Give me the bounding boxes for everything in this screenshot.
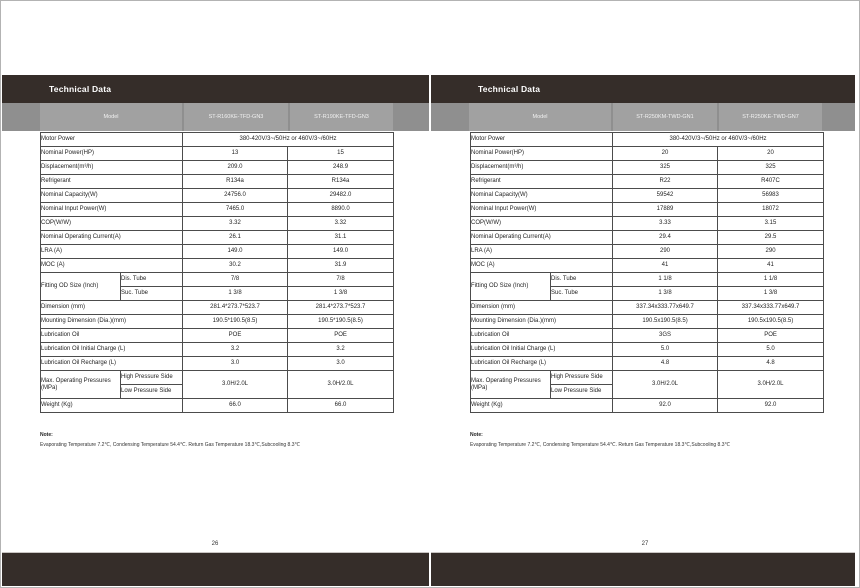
table-row — [471, 133, 824, 147]
row-sublabel: Dis. Tube — [121, 273, 183, 287]
cell-value: 8890.0 — [288, 203, 394, 217]
catalog-page-27 — [430, 0, 860, 588]
cell-value: 3GS — [613, 329, 718, 343]
row-label: Dimension (mm) — [471, 301, 613, 315]
cell-value: 15 — [288, 147, 394, 161]
cell-value: 92.0 — [718, 399, 824, 413]
row-label: Mounting Dimension (Dia.)(mm) — [471, 315, 613, 329]
row-label: Dimension (mm) — [41, 301, 183, 315]
model-name-cell: ST-R250KM-TWD-GN1 — [613, 103, 717, 131]
cell-value: 190.5*190.5(8.5) — [183, 315, 288, 329]
cell-value: 380-420V/3~/50Hz or 460V/3~/60Hz — [183, 133, 394, 147]
table-row — [41, 217, 394, 231]
table-row — [471, 175, 824, 189]
cell-value: 41 — [613, 259, 718, 273]
cell-value: 18072 — [718, 203, 824, 217]
cell-value: 337.34x333.77x649.7 — [718, 301, 824, 315]
cell-value: 3.32 — [183, 217, 288, 231]
table-row — [471, 315, 824, 329]
row-sublabel: Dis. Tube — [551, 273, 613, 287]
cell-value: POE — [183, 329, 288, 343]
cell-value: 1 3/8 — [183, 287, 288, 301]
table-row — [41, 399, 394, 413]
cell-value: 325 — [613, 161, 718, 175]
cell-value: POE — [288, 329, 394, 343]
row-label: Nominal Operating Current(A) — [41, 231, 183, 245]
row-label: COP(W/W) — [41, 217, 183, 231]
row-sublabel: High Pressure Side — [121, 371, 183, 385]
table-row — [41, 245, 394, 259]
table-row — [41, 357, 394, 371]
note-text: Evaporating Temperature 7.2℃, Condensing Temperature 54.4℃. Return Gas Temperature 18.3℃,Subcooling 8.3℃ — [470, 442, 731, 448]
model-column-label: Model — [469, 103, 611, 131]
row-label: Lubrication Oil Recharge (L) — [471, 357, 613, 371]
cell-value: 29.5 — [718, 231, 824, 245]
table-row — [471, 231, 824, 245]
cell-value: 3.0 — [288, 357, 394, 371]
section-title: Technical Data — [49, 84, 112, 94]
row-label: Fitting OD Size (Inch) — [471, 273, 551, 301]
cell-value: 290 — [613, 245, 718, 259]
table-row — [471, 357, 824, 371]
cell-value: 59542 — [613, 189, 718, 203]
footer-bar — [431, 553, 855, 586]
table-row — [471, 203, 824, 217]
table-row — [471, 329, 824, 343]
row-label: Weight (Kg) — [471, 399, 613, 413]
table-row — [471, 245, 824, 259]
table-row — [471, 371, 824, 385]
table-row — [41, 315, 394, 329]
cell-value: 149.0 — [183, 245, 288, 259]
cell-value: 3.0H/2.0L — [613, 371, 718, 399]
note-label: Note: — [470, 432, 483, 438]
cell-value: 3.2 — [288, 343, 394, 357]
cell-value: 1 3/8 — [288, 287, 394, 301]
cell-value: 7/8 — [183, 273, 288, 287]
cell-value: 3.0H/2.0L — [183, 371, 288, 399]
table-row — [471, 259, 824, 273]
table-row — [471, 147, 824, 161]
table-row — [41, 147, 394, 161]
row-label: LRA (A) — [41, 245, 183, 259]
cell-value: 190.5x190.5(8.5) — [718, 315, 824, 329]
row-label: MOC (A) — [41, 259, 183, 273]
cell-value: 3.0 — [183, 357, 288, 371]
table-row — [41, 301, 394, 315]
cell-value: 248.9 — [288, 161, 394, 175]
table-row — [471, 217, 824, 231]
table-row — [41, 371, 394, 385]
note-block — [470, 432, 835, 448]
row-label: Lubrication Oil — [471, 329, 613, 343]
row-label: Lubrication Oil Initial Charge (L) — [471, 343, 613, 357]
model-header-row — [2, 103, 429, 131]
table-row — [471, 189, 824, 203]
row-label: Refrigerant — [41, 175, 183, 189]
table-row — [471, 301, 824, 315]
row-sublabel: Suc. Tube — [121, 287, 183, 301]
section-header-bar — [2, 75, 429, 103]
row-label: Weight (Kg) — [41, 399, 183, 413]
cell-value: 3.32 — [288, 217, 394, 231]
cell-value: 17889 — [613, 203, 718, 217]
note-block — [40, 432, 405, 448]
cell-value: R134a — [183, 175, 288, 189]
table-row — [41, 133, 394, 147]
row-label: Nominal Capacity(W) — [41, 189, 183, 203]
section-title: Technical Data — [478, 84, 541, 94]
cell-value: 337.34x333.77x649.7 — [613, 301, 718, 315]
cell-value: 281.4*273.7*523.7 — [183, 301, 288, 315]
row-sublabel: Suc. Tube — [551, 287, 613, 301]
table-row — [41, 161, 394, 175]
cell-value: 56983 — [718, 189, 824, 203]
spec-table — [470, 132, 824, 413]
row-label: Motor Power — [41, 133, 183, 147]
cell-value: R22 — [613, 175, 718, 189]
table-row — [41, 203, 394, 217]
cell-value: 29482.0 — [288, 189, 394, 203]
table-row — [41, 329, 394, 343]
cell-value: 92.0 — [613, 399, 718, 413]
cell-value: 7465.0 — [183, 203, 288, 217]
row-label: Refrigerant — [471, 175, 613, 189]
row-label: Nominal Power(HP) — [471, 147, 613, 161]
cell-value: 3.15 — [718, 217, 824, 231]
page-number: 27 — [641, 541, 649, 547]
cell-value: POE — [718, 329, 824, 343]
cell-value: 30.2 — [183, 259, 288, 273]
row-label: Mounting Dimension (Dia.)(mm) — [41, 315, 183, 329]
row-label: Nominal Power(HP) — [41, 147, 183, 161]
cell-value: 290 — [718, 245, 824, 259]
model-header-row — [431, 103, 855, 131]
cell-value: 20 — [718, 147, 824, 161]
page-number: 26 — [211, 541, 219, 547]
table-row — [41, 175, 394, 189]
cell-value: 380-420V/3~/50Hz or 460V/3~/60Hz — [613, 133, 824, 147]
row-label: Displacement(m³/h) — [471, 161, 613, 175]
cell-value: 3.33 — [613, 217, 718, 231]
table-row — [471, 399, 824, 413]
row-label: Lubrication Oil Initial Charge (L) — [41, 343, 183, 357]
cell-value: 7/8 — [288, 273, 394, 287]
cell-value: 5.0 — [613, 343, 718, 357]
table-row — [471, 161, 824, 175]
spec-table — [40, 132, 394, 413]
row-label: Lubrication Oil Recharge (L) — [41, 357, 183, 371]
row-label: Nominal Input Power(W) — [41, 203, 183, 217]
cell-value: 209.0 — [183, 161, 288, 175]
cell-value: 325 — [718, 161, 824, 175]
cell-value: R407C — [718, 175, 824, 189]
table-row — [41, 189, 394, 203]
model-name-cell: ST-R160KE-TFD-GN3 — [184, 103, 288, 131]
cell-value: 29.4 — [613, 231, 718, 245]
cell-value: 1 3/8 — [718, 287, 824, 301]
cell-value: 281.4*273.7*523.7 — [288, 301, 394, 315]
cell-value: 13 — [183, 147, 288, 161]
row-label: Fitting OD Size (Inch) — [41, 273, 121, 301]
cell-value: 149.0 — [288, 245, 394, 259]
cell-value: 26.1 — [183, 231, 288, 245]
row-label: LRA (A) — [471, 245, 613, 259]
row-label: Max. Operating Pressures (MPa) — [471, 371, 551, 399]
row-label: COP(W/W) — [471, 217, 613, 231]
table-row — [41, 343, 394, 357]
section-header-bar — [431, 75, 855, 103]
row-sublabel: High Pressure Side — [551, 371, 613, 385]
table-row — [471, 343, 824, 357]
cell-value: 190.5*190.5(8.5) — [288, 315, 394, 329]
cell-value: 3.0H/2.0L — [718, 371, 824, 399]
footer-bar — [2, 553, 429, 586]
table-row — [471, 273, 824, 287]
cell-value: 66.0 — [183, 399, 288, 413]
cell-value: 1 3/8 — [613, 287, 718, 301]
row-sublabel: Low Pressure Side — [121, 385, 183, 399]
table-row — [41, 231, 394, 245]
cell-value: 1 1/8 — [613, 273, 718, 287]
cell-value: 4.8 — [718, 357, 824, 371]
note-label: Note: — [40, 432, 53, 438]
row-label: Lubrication Oil — [41, 329, 183, 343]
row-label: Nominal Operating Current(A) — [471, 231, 613, 245]
row-label: Motor Power — [471, 133, 613, 147]
table-row — [41, 259, 394, 273]
cell-value: 190.5x190.5(8.5) — [613, 315, 718, 329]
cell-value: 5.0 — [718, 343, 824, 357]
cell-value: 41 — [718, 259, 824, 273]
row-label: Max. Operating Pressures (MPa) — [41, 371, 121, 399]
row-label: Displacement(m³/h) — [41, 161, 183, 175]
cell-value: 20 — [613, 147, 718, 161]
cell-value: 4.8 — [613, 357, 718, 371]
table-row — [41, 273, 394, 287]
model-name-cell: ST-R190KE-TFD-GN3 — [290, 103, 393, 131]
cell-value: 31.1 — [288, 231, 394, 245]
model-column-label: Model — [40, 103, 182, 131]
cell-value: 31.9 — [288, 259, 394, 273]
cell-value: 24756.0 — [183, 189, 288, 203]
row-label: MOC (A) — [471, 259, 613, 273]
cell-value: 3.2 — [183, 343, 288, 357]
cell-value: 1 1/8 — [718, 273, 824, 287]
cell-value: R134a — [288, 175, 394, 189]
note-text: Evaporating Temperature 7.2℃, Condensing Temperature 54.4℃. Return Gas Temperature 18.3℃,Subcooling 8.3℃ — [40, 442, 301, 448]
row-label: Nominal Input Power(W) — [471, 203, 613, 217]
cell-value: 66.0 — [288, 399, 394, 413]
row-label: Nominal Capacity(W) — [471, 189, 613, 203]
cell-value: 3.0H/2.0L — [288, 371, 394, 399]
model-name-cell: ST-R250KE-TWD-GN7 — [719, 103, 822, 131]
row-sublabel: Low Pressure Side — [551, 385, 613, 399]
